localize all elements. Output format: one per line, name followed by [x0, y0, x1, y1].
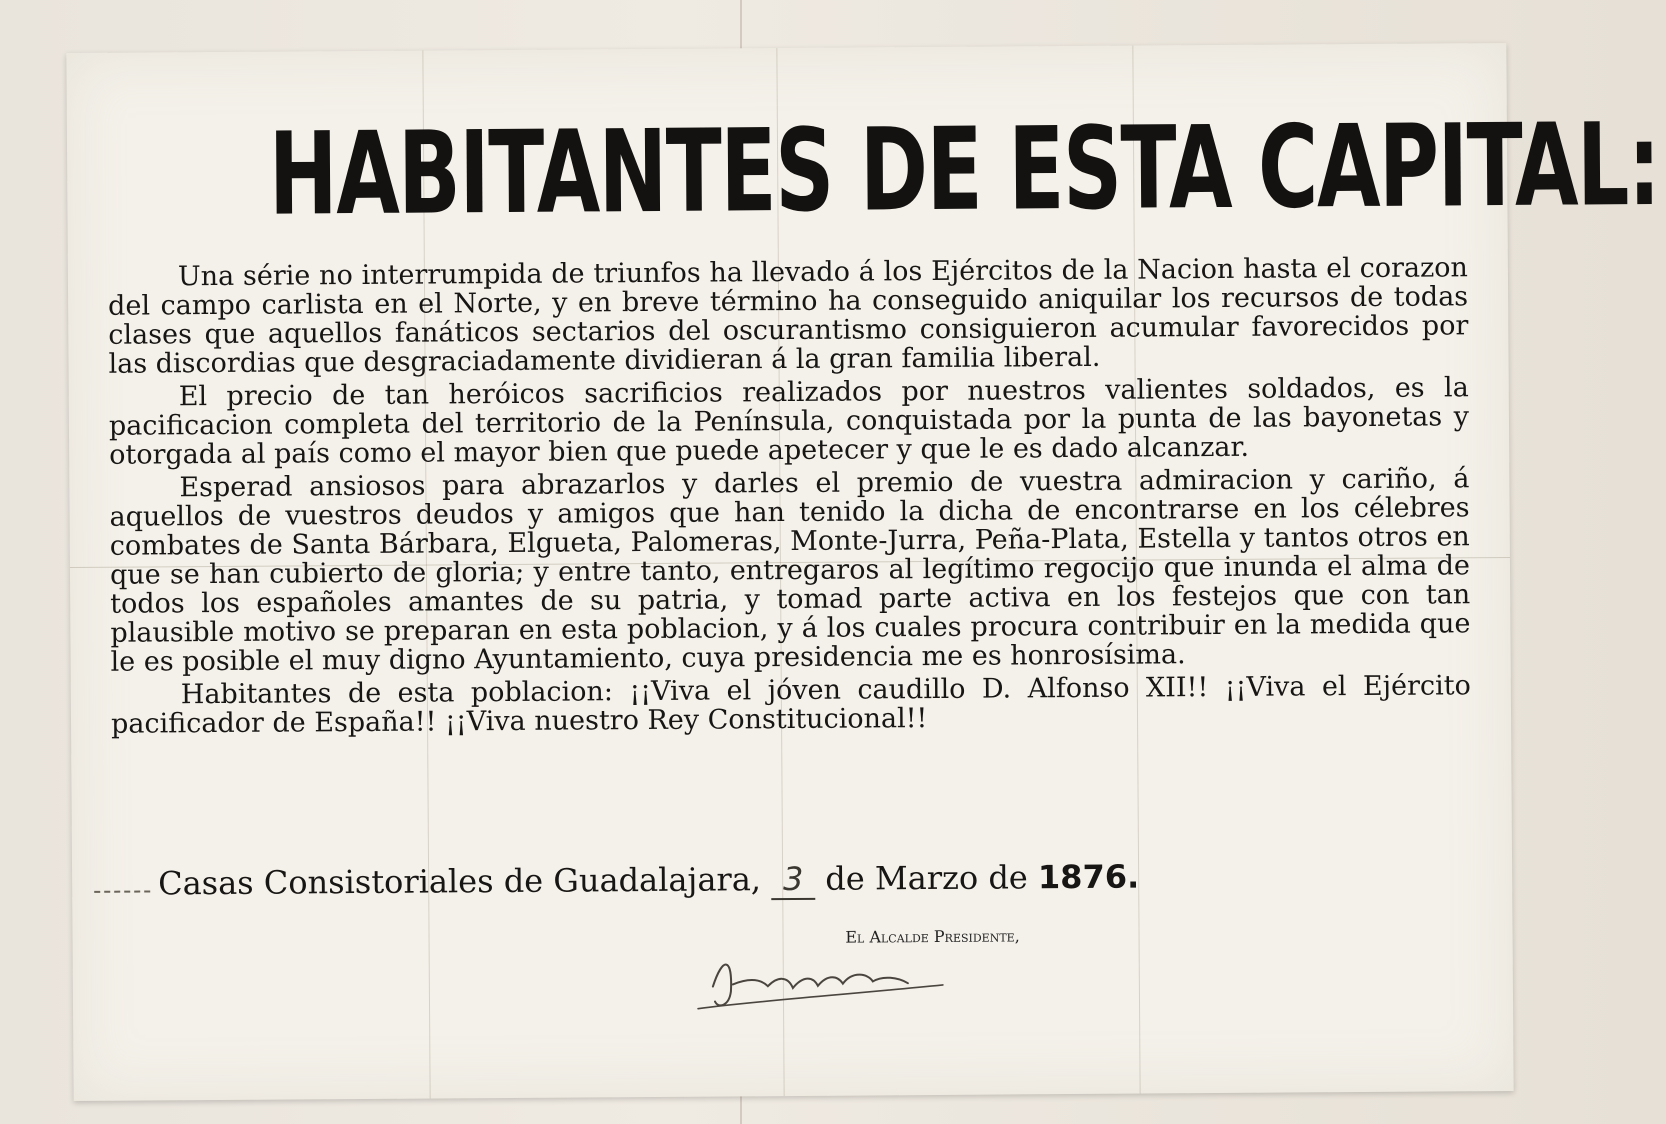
date-prefix: Casas Consistoriales de Guadalajara,	[158, 860, 762, 903]
decorative-dash	[94, 890, 150, 892]
poster-body	[108, 253, 1471, 742]
paragraph: Habitantes de esta poblacion: ¡¡Viva el jóven caudillo D. Alfonso XII!! ¡¡Viva el Ejército pacificador de España!! ¡¡Viva nuestro Rey Constitucional!!	[110, 670, 1471, 740]
handwritten-signature-icon	[693, 945, 953, 1017]
poster-sheet	[66, 43, 1660, 1101]
paragraph: Esperad ansiosos para abrazarlos y darles el premio de vuestra admiracion y cariño, á aquellos de vuestros deudos y amigos que han tenido la dicha de encontrarse en los célebres combates de Santa Bárbara, Elgueta, Palomeras, Monte-Jurra, Peña-Plata, Estella y tantos otros en que se han cubierto de gloria; y entre tanto, entregaros al legítimo regocijo que inunda el alma de todos los españoles amantes de su patria, y tomad parte activa en los festejos que con tan plausible motivo se preparan en esta poblacion, y á los cuales procura contribuir en la medida que le es posible el muy digno Ayuntamiento, cuya presidencia me es honrosísima.	[109, 463, 1471, 678]
paragraph: El precio de tan heróicos sacrificios realizados por nuestros valientes soldados, es la pacificacion completa del territorio de la Península, conquistada por la punta de las bayonetas y otorgada al país como el mayor bien que puede apetecer y que le es dado alcanzar.	[108, 372, 1470, 471]
date-line	[158, 858, 1139, 905]
signer-title: El Alcalde Presidente,	[845, 926, 1020, 947]
paragraph: Una série no interrumpida de triunfos ha llevado á los Ejércitos de la Nacion hasta el corazon del campo carlista en el Norte, y en breve término ha conseguido aniquilar los recursos de todas clases que aquellos fanáticos sectarios del oscurantismo consiguieron acumular favorecidos por las discordias que desgraciadamente dividieran á la gran familia liberal.	[108, 252, 1469, 380]
poster-headline: HABITANTES DE ESTA CAPITAL:	[268, 97, 1660, 241]
date-day-handwritten: 3	[771, 860, 815, 900]
date-year: 1876.	[1037, 857, 1140, 897]
date-month: de Marzo de	[825, 858, 1028, 898]
